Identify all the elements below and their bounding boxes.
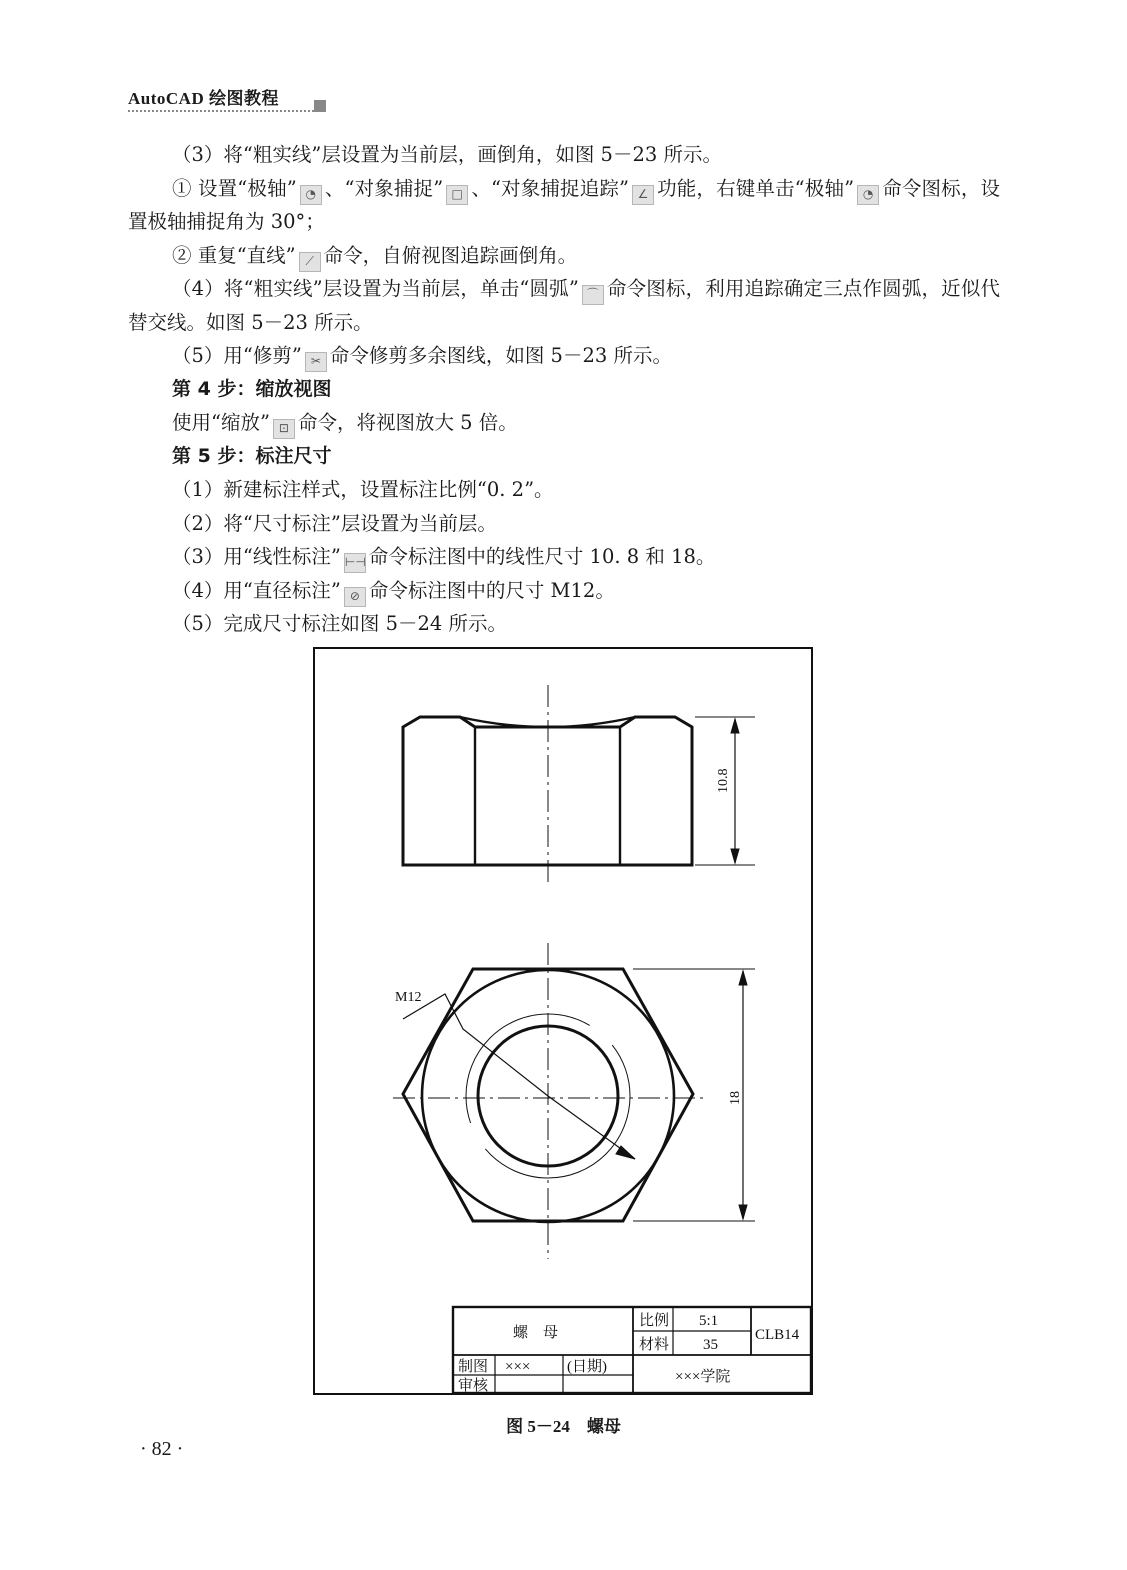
dim-step2: （2）将“尺寸标注”层设置为当前层。 <box>172 511 497 535</box>
tb-drawn-by: ××× <box>505 1359 531 1375</box>
line-command-icon: ⟋ <box>299 252 321 272</box>
page-number: · 82 · <box>140 1438 184 1460</box>
tb-material-label: 材料 <box>639 1337 670 1353</box>
dim-across-label: 18 <box>728 1091 743 1105</box>
step3-chamfer: （3）将“粗实线”层设置为当前层，画倒角，如图 5－23 所示。 <box>172 143 722 166</box>
object-snap-icon: □ <box>446 185 468 205</box>
tb-checked-label: 审核 <box>458 1378 489 1393</box>
tb-drawn-label: 制图 <box>458 1359 489 1375</box>
title-block <box>453 1307 811 1393</box>
heading-step5: 第 5 步：标注尺寸 <box>172 444 332 467</box>
dim-thread-label: M12 <box>395 990 422 1005</box>
tb-scale-label: 比例 <box>639 1313 670 1329</box>
polar-tracking-icon: ◔ <box>300 185 322 205</box>
object-snap-tracking-icon: ∠ <box>632 185 654 205</box>
dim-step4: （4）用“直径标注” ⊘ 命令标注图中的尺寸 M12。 <box>128 574 1000 608</box>
dim-step3: （3）用“线性标注” ⊢⊣ 命令标注图中的线性尺寸 10. 8 和 18。 <box>128 540 1000 574</box>
nut-drawing <box>315 649 811 1393</box>
figure-frame <box>313 647 813 1395</box>
repeat-line: ② 重复“直线” ⟋ 命令，自俯视图追踪画倒角。 <box>128 239 1000 273</box>
diameter-dimension-icon: ⊘ <box>344 587 366 607</box>
zoom-command-icon: ⊡ <box>273 419 295 439</box>
arc-command-icon: ⌒ <box>582 285 604 305</box>
front-view <box>403 685 755 884</box>
polar-tracking-icon: ◔ <box>857 185 879 205</box>
diameter-leader <box>403 994 635 1159</box>
figure-caption: 图 5－24 螺母 <box>506 1417 621 1436</box>
tb-school: ×××学院 <box>675 1369 731 1385</box>
step4-arc: （4）将“粗实线”层设置为当前层，单击“圆弧” ⌒ 命令图标，利用追踪确定三点作圆弧，近似代替交线。如图 5－23 所示。 <box>128 277 1000 334</box>
header-block-mark <box>314 100 326 112</box>
linear-dimension-icon: ⊢⊣ <box>344 553 366 573</box>
top-view <box>393 943 755 1259</box>
tb-part-name: 螺 母 <box>513 1325 559 1341</box>
book-title: AutoCAD 绘图教程 <box>128 89 279 108</box>
zoom-instruction: 使用“缩放” ⊡ 命令，将视图放大 5 倍。 <box>128 406 1000 440</box>
tb-drawing-no: CLB14 <box>755 1327 800 1343</box>
step5-trim: （5）用“修剪” ✂ 命令修剪多余图线，如图 5－23 所示。 <box>128 339 1000 373</box>
tb-scale-value: 5:1 <box>699 1313 719 1329</box>
dim-step5: （5）完成尺寸标注如图 5－24 所示。 <box>172 612 508 635</box>
heading-step4: 第 4 步：缩放视图 <box>172 377 332 400</box>
set-polar-osnap: ① 设置“极轴” ◔ 、“对象捕捉” □ 、“对象捕捉追踪” ∠ 功能，右键单击“极轴” ◔ 命令图标，设置极轴捕捉角为 30°； <box>128 176 1000 233</box>
dim-step1: （1）新建标注样式，设置标注比例“0. 2”。 <box>172 478 554 501</box>
trim-command-icon: ✂ <box>305 352 327 372</box>
tb-material-value: 35 <box>703 1337 718 1353</box>
header-rule <box>128 110 314 112</box>
dim-height-label: 10.8 <box>716 768 731 793</box>
body-text <box>128 138 1000 641</box>
tb-date-label: (日期) <box>567 1359 607 1375</box>
